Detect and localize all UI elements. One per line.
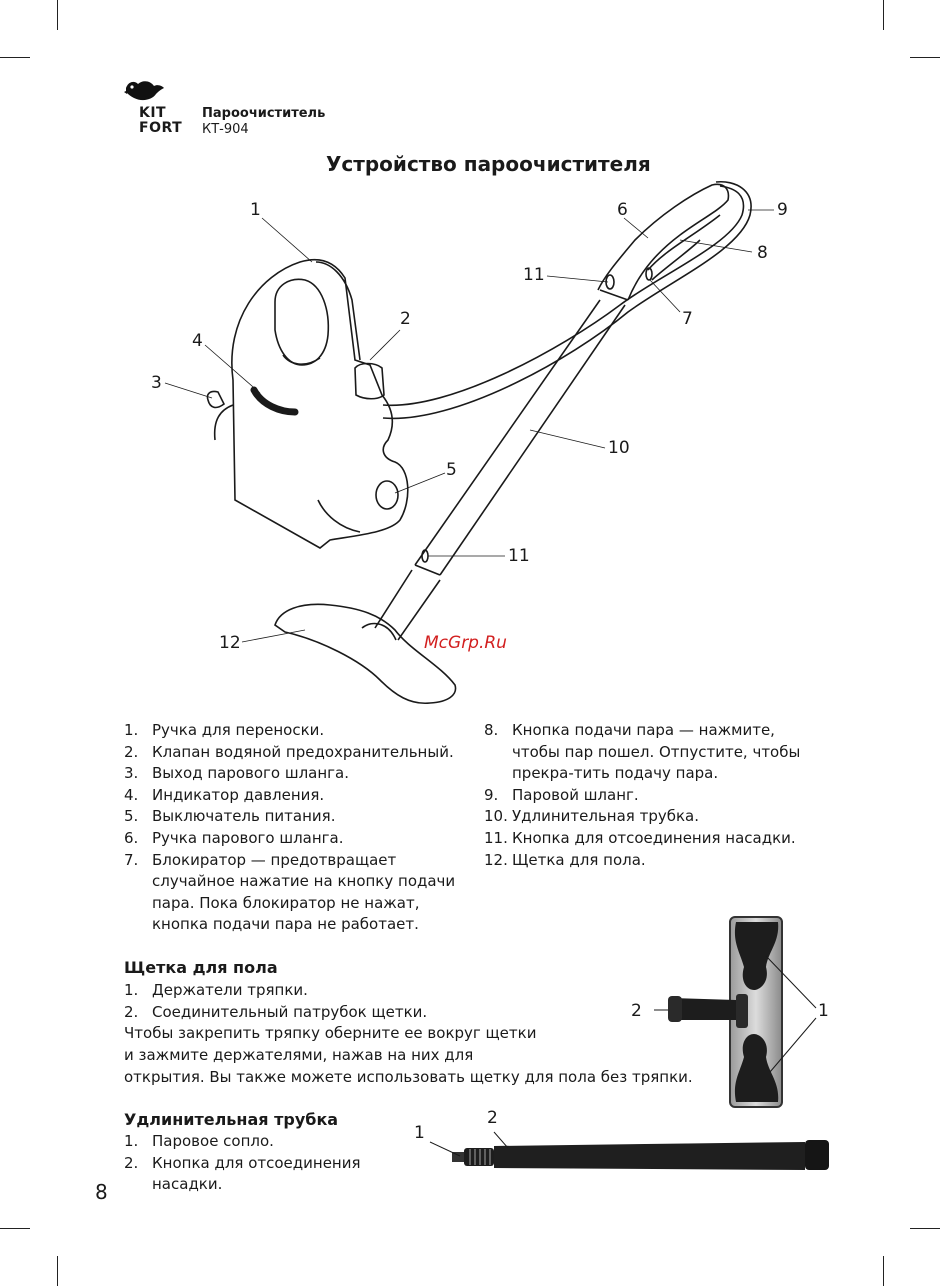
product-name: Пароочиститель — [202, 106, 326, 121]
brush-callout-1: 1 — [818, 1001, 829, 1021]
callout-11-bottom: 11 — [508, 546, 530, 566]
tube-callout-1: 1 — [414, 1123, 425, 1143]
product-model: КТ-904 — [202, 122, 249, 137]
callout-4: 4 — [192, 331, 203, 351]
tube-section-title: Удлинительная трубка — [124, 1110, 339, 1129]
crop-mark — [57, 1256, 58, 1286]
list-item: 12. Щетка для пола. — [484, 850, 646, 869]
list-item: 1. Держатели тряпки. — [124, 981, 308, 999]
list-item: 9. Паровой шланг. — [484, 785, 639, 804]
extension-tube-image — [420, 1120, 840, 1180]
callout-7: 7 — [682, 309, 693, 329]
brush-instructions-line2: и зажмите держателями, нажав на них для — [124, 1046, 474, 1064]
callout-5: 5 — [446, 460, 457, 480]
parts-list-left — [124, 720, 474, 936]
callout-9: 9 — [777, 200, 788, 220]
callout-3: 3 — [151, 373, 162, 393]
list-item: 2. Кнопка для отсоединения насадки. — [124, 1153, 361, 1194]
list-item: 6. Ручка парового шланга. — [124, 828, 344, 847]
callout-2: 2 — [400, 309, 411, 329]
callout-10: 10 — [608, 438, 630, 458]
crop-mark — [0, 1228, 30, 1229]
brush-callout-2: 2 — [631, 1001, 642, 1021]
callout-1: 1 — [250, 200, 261, 220]
list-item: 7. Блокиратор — предотвращает случайное нажатие на кнопку подачи пара. Пока блокиратор не нажат, кнопка подачи пара не работает. — [124, 850, 456, 934]
list-item: 1. Ручка для переноски. — [124, 721, 325, 739]
tube-parts-list — [124, 1131, 424, 1196]
list-item: 5. Выключатель питания. — [124, 807, 336, 826]
list-item: 3. Выход парового шланга. — [124, 764, 350, 783]
logo-line1: KIT — [139, 105, 167, 121]
logo-line2: FORT — [139, 120, 183, 136]
parts-list-right — [484, 720, 814, 871]
callout-6: 6 — [617, 200, 628, 220]
list-item: 2. Соединительный патрубок щетки. — [124, 1002, 428, 1021]
list-item: 2. Клапан водяной предохранительный. — [124, 742, 454, 761]
brush-instructions-line3: открытия. Вы также можете использовать щетку для пола без тряпки. — [124, 1068, 693, 1086]
list-item: 11. Кнопка для отсоединения насадки. — [484, 828, 796, 847]
tube-callout-2: 2 — [487, 1108, 498, 1128]
page-number: 8 — [95, 1180, 108, 1204]
brush-instructions-line1: Чтобы закрепить тряпку оберните ее вокруг щетки — [124, 1024, 537, 1042]
crop-mark — [910, 1228, 940, 1229]
callout-11-top: 11 — [523, 265, 545, 285]
list-item: 8. Кнопка подачи пара — нажмите, чтобы пар пошел. Отпустите, чтобы прекра-тить подачу пара. — [484, 721, 801, 783]
callout-12: 12 — [219, 633, 241, 653]
watermark: McGrp.Ru — [424, 633, 507, 653]
section-title: Устройство пароочистителя — [326, 152, 651, 176]
brush-parts-list — [124, 980, 544, 1023]
callout-8: 8 — [757, 243, 768, 263]
crop-mark — [883, 1256, 884, 1286]
list-item: 4. Индикатор давления. — [124, 785, 325, 804]
list-item: 10. Удлинительная трубка. — [484, 807, 699, 826]
list-item: 1. Паровое сопло. — [124, 1132, 274, 1150]
brush-section-title: Щетка для пола — [124, 958, 278, 977]
